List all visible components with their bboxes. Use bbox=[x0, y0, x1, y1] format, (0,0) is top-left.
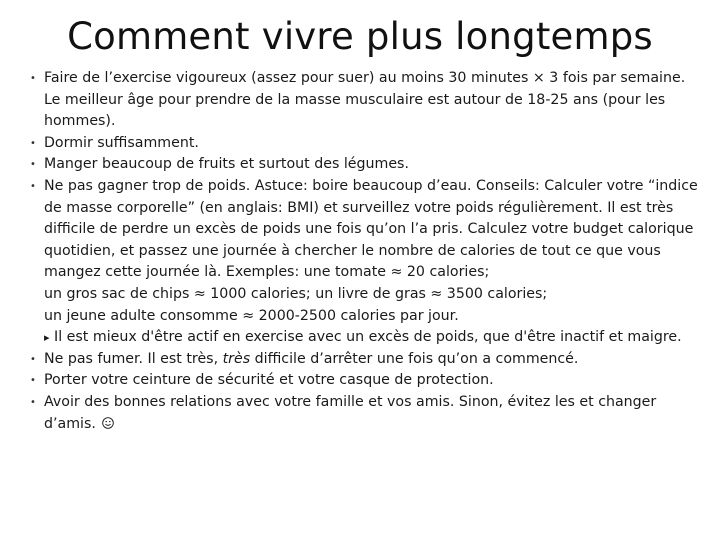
smiley-icon bbox=[102, 417, 114, 429]
weight-example-line-3: un jeune adulte consomme ≈ 2000-2500 calories par jour. bbox=[44, 307, 459, 324]
bullet-list bbox=[30, 68, 700, 435]
arrow-icon: ▸ bbox=[44, 331, 50, 345]
bullet-item-weight bbox=[30, 176, 700, 349]
smoking-suffix: difficile d’arrêter une fois qu’on a commencé. bbox=[250, 350, 579, 367]
bullet-text: Dormir suffisamment. bbox=[44, 134, 199, 151]
weight-example-line-2: un gros sac de chips ≈ 1000 calories; un livre de gras ≈ 3500 calories; bbox=[44, 285, 548, 302]
bullet-dot: • bbox=[30, 396, 36, 408]
slide-title: Comment vivre plus longtemps bbox=[67, 15, 653, 58]
bullet-dot: • bbox=[30, 159, 36, 171]
bullet-item-safety bbox=[30, 370, 700, 392]
smoking-emphasis: très bbox=[222, 350, 251, 367]
weight-advice-text: Il est mieux d'être actif en exercise avec un excès de poids, que d'être inactif et maigre. bbox=[49, 329, 682, 346]
weight-paragraph: Ne pas gagner trop de poids. Astuce: boire beaucoup d’eau. Conseils: Calculer votre “indice de masse corporelle” (en anglais: BMI) et surveillez votre poids régulièrement. Il est très difficile de perdre un excès de poids une fois qu’on l’a pris. Calculez votre budget calorique quotidien, et passez une journée à chercher le nombre de calories de tout ce que vous mangez cette journée là. Exemples: une tomate ≈ 20 calories; bbox=[44, 177, 698, 281]
bullet-item-relations bbox=[30, 392, 700, 435]
bullet-dot: • bbox=[30, 137, 36, 149]
bullet-text: Porter votre ceinture de sécurité et votre casque de protection. bbox=[44, 372, 494, 389]
bullet-item-sleep bbox=[30, 133, 700, 155]
bullet-dot: • bbox=[30, 353, 36, 365]
bullet-dot: • bbox=[30, 375, 36, 387]
weight-advice-line bbox=[44, 327, 700, 349]
relations-text: Avoir des bonnes relations avec votre famille et vos amis. Sinon, évitez les et changer d’amis. bbox=[44, 393, 657, 432]
bullet-item-exercise bbox=[30, 68, 700, 133]
bullet-dot: • bbox=[30, 180, 36, 192]
bullet-item-smoking bbox=[30, 349, 700, 371]
bullet-item-food bbox=[30, 154, 700, 176]
bullet-text: Faire de l’exercise vigoureux (assez pour suer) au moins 30 minutes × 3 fois par semaine. Le meilleur âge pour prendre de la masse musculaire est autour de 18-25 ans (pour les hommes). bbox=[44, 70, 686, 130]
bullet-text bbox=[44, 176, 700, 349]
bullet-text: Manger beaucoup de fruits et surtout des légumes. bbox=[44, 156, 409, 173]
bullet-text bbox=[44, 349, 700, 371]
bullet-dot: • bbox=[30, 73, 36, 84]
smoking-prefix: Ne pas fumer. Il est très, bbox=[44, 350, 223, 367]
bullet-text bbox=[44, 392, 700, 435]
